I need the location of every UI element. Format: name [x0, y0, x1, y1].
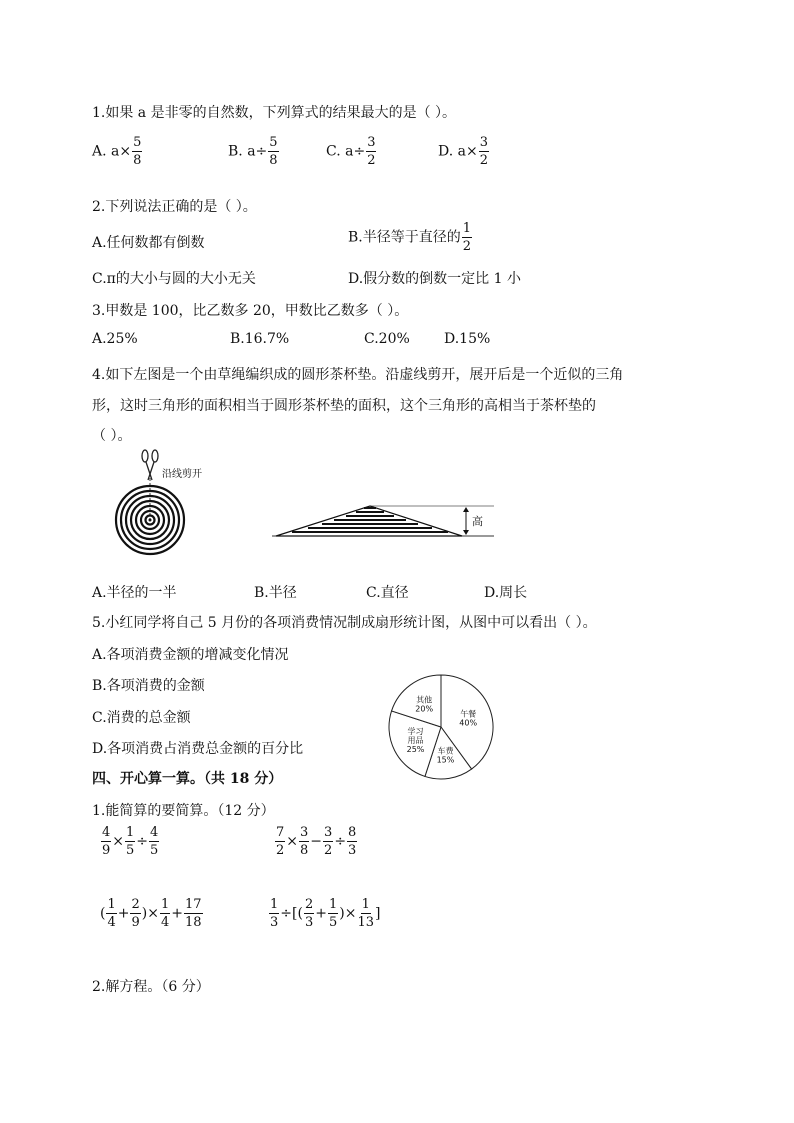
q5-option-d: D.各项消费占消费总金额的百分比	[92, 741, 304, 757]
q2-stem: 2.下列说法正确的是（ ）。	[92, 199, 257, 215]
section4-title: 四、开心算一算。（共 18 分）	[92, 771, 283, 787]
scissors-icon	[142, 450, 158, 480]
q1-option-a: A. a× $\frac{5}{8}$	[92, 135, 142, 168]
fraction: $\frac{3}{2}$	[367, 135, 376, 168]
triangle-figure	[270, 496, 500, 544]
section4-part2: 2.解方程。（6 分）	[92, 979, 210, 995]
q2-option-c: C.π的大小与圆的大小无关	[92, 271, 256, 287]
q1-option-c: C. a÷ $\frac{3}{2}$	[326, 135, 376, 168]
q3-stem: 3.甲数是 100，比乙数多 20，甲数比乙数多（ ）。	[92, 303, 409, 319]
pie-value-label: 20%	[415, 704, 434, 714]
pie-slice-label: 午餐	[460, 709, 477, 719]
q5-stem: 5.小红同学将自己 5 月份的各项消费情况制成扇形统计图，从图中可以看出（ ）。	[92, 615, 597, 631]
q4-stem-line2: 形，这时三角形的面积相当于圆形茶杯垫的面积，这个三角形的高相当于茶杯垫的	[92, 398, 596, 414]
q3-option-a: A.25%	[92, 331, 138, 347]
q5-option-b: B.各项消费的金额	[92, 678, 205, 694]
pie-chart	[386, 672, 496, 782]
pie-value-label: 15%	[436, 755, 455, 765]
fraction: $\frac{3}{2}$	[479, 135, 488, 168]
cut-label: 沿线剪开	[162, 469, 202, 480]
expression-4: $\frac{1}{3}$ ÷[( $\frac{2}{3}$ + $\frac{1}{5}$ )× $\frac{1}{13}$ ]	[270, 897, 381, 930]
q2-option-d: D.假分数的倒数一定比 1 小	[348, 271, 521, 287]
expression-1: $\frac{4}{9}$ × $\frac{1}{5}$ ÷ $\frac{4}{5}$	[102, 825, 159, 858]
expression-3: ( $\frac{1}{4}$ + $\frac{2}{9}$ )× $\frac{1}{4}$ + $\frac{17}{18}$	[100, 897, 202, 930]
pie-slice-label: 学习	[407, 726, 424, 736]
height-label: 高	[472, 515, 483, 528]
pie-slice-label: 车费	[437, 746, 454, 756]
pie-value-label: 40%	[459, 718, 478, 728]
q4-option-a: A.半径的一半	[92, 585, 177, 601]
q3-option-d: D.15%	[444, 331, 491, 347]
q4-option-b: B.半径	[254, 585, 297, 601]
q4-option-d: D.周长	[484, 585, 528, 601]
pie-slice-label: 用品	[407, 735, 424, 745]
section4-part1: 1.能简算的要简算。（12 分）	[92, 803, 275, 819]
q1-option-b: B. a÷ $\frac{5}{8}$	[228, 135, 278, 168]
q1-option-d: D. a× $\frac{3}{2}$	[438, 135, 488, 168]
q3-option-b: B.16.7%	[230, 331, 290, 347]
pie-slice-label: 其他	[416, 695, 433, 705]
coaster-figure	[110, 448, 230, 558]
fraction: $\frac{5}{8}$	[269, 135, 278, 168]
expression-2: $\frac{7}{2}$ × $\frac{3}{8}$ − $\frac{3}{2}$ ÷ $\frac{8}{3}$	[276, 825, 357, 858]
fraction: $\frac{1}{2}$	[462, 221, 472, 254]
pie-value-label: 25%	[406, 744, 425, 754]
q4-stem-line1: 4.如下左图是一个由草绳编织成的圆形茶杯垫。沿虚线剪开，展开后是一个近似的三角	[92, 367, 624, 383]
q2-option-b: B.半径等于直径的 $\frac{1}{2}$	[348, 221, 472, 254]
q5-option-c: C.消费的总金额	[92, 710, 191, 726]
q4-option-c: C.直径	[366, 585, 409, 601]
fraction: $\frac{5}{8}$	[133, 135, 142, 168]
q3-option-c: C.20%	[364, 331, 410, 347]
q5-option-a: A.各项消费金额的增减变化情况	[92, 647, 289, 663]
triangle-stripes	[292, 508, 448, 532]
q4-stem-line3: （ ）。	[92, 428, 132, 444]
q1-stem: 1.如果 a 是非零的自然数，下列算式的结果最大的是（ ）。	[92, 105, 457, 121]
q2-option-a: A.任何数都有倒数	[92, 235, 205, 251]
